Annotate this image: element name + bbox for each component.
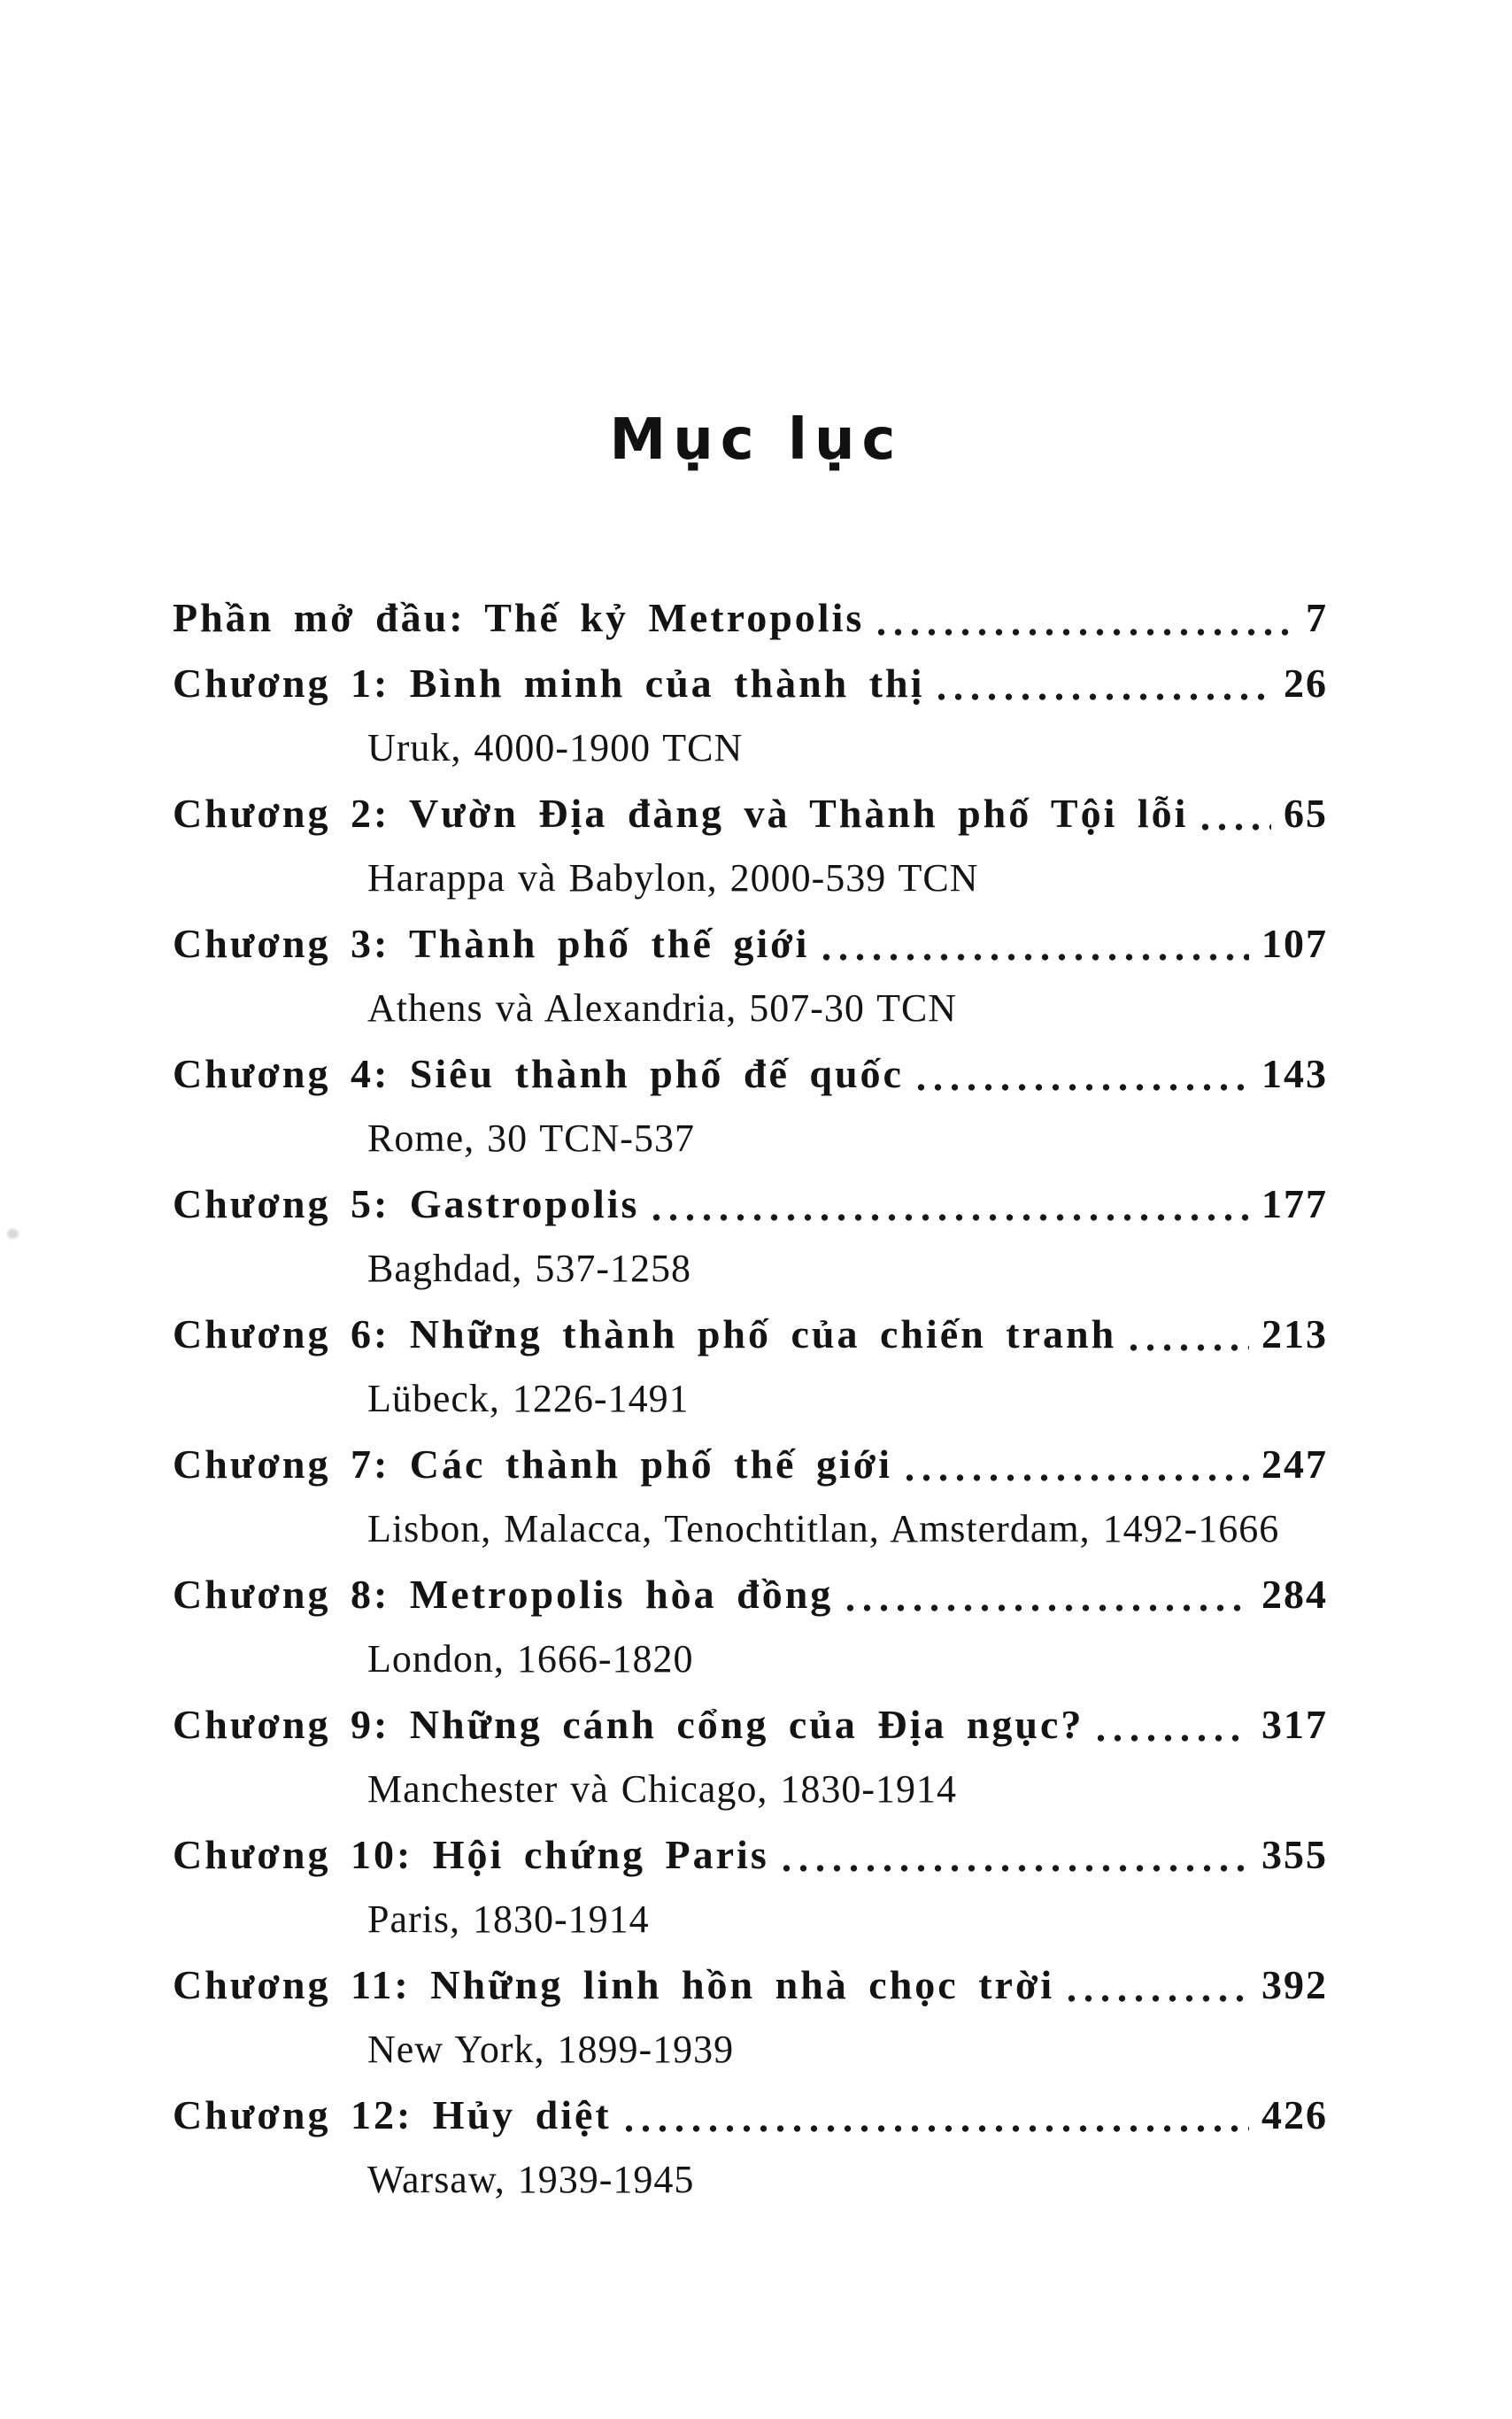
toc-entry [173, 1041, 1328, 1107]
toc-entry [173, 1302, 1328, 1367]
page-number: 247 [1261, 1441, 1328, 1487]
toc-sub-label: Manchester và Chicago, 1830-1914 [367, 1767, 958, 1811]
toc-sub-label: New York, 1899-1939 [367, 2028, 735, 2071]
toc-entry-label: Chương 11: Những linh hồn nhà chọc trời [173, 1961, 1055, 2007]
toc-entry-label: Chương 6: Những thành phố của chiến tranh [173, 1310, 1117, 1356]
dot-leader [778, 1859, 1249, 1877]
toc-sub-label: Lübeck, 1226-1491 [367, 1377, 690, 1420]
toc-sub-entry [173, 715, 1328, 781]
page-number: 7 [1306, 595, 1328, 640]
toc-sub-label: Paris, 1830-1914 [367, 1897, 650, 1941]
toc-entry-label: Chương 4: Siêu thành phố đế quốc [173, 1050, 904, 1096]
dot-leader [873, 623, 1293, 641]
page-number: 177 [1261, 1180, 1328, 1226]
toc-entry-label: Chương 1: Bình minh của thành thị [173, 660, 925, 706]
toc-sub-entry [173, 2017, 1328, 2083]
dot-leader [621, 2120, 1249, 2137]
toc-entry [173, 1822, 1328, 1888]
toc-sub-entry [173, 846, 1328, 911]
toc-entry [173, 1171, 1328, 1237]
toc-sub-label: Warsaw, 1939-1945 [367, 2158, 695, 2201]
toc-sub-entry [173, 2147, 1328, 2213]
page-number: 317 [1261, 1701, 1328, 1747]
toc-sub-label: Harappa và Babylon, 2000-539 TCN [367, 856, 979, 900]
toc-entry [173, 911, 1328, 977]
toc-entry-label: Chương 8: Metropolis hòa đồng [173, 1571, 834, 1617]
toc-sub-entry [173, 1106, 1328, 1171]
page-number: 107 [1261, 920, 1328, 966]
toc-list [173, 585, 1328, 2213]
toc-entry [173, 651, 1328, 716]
toc-entry [173, 2083, 1328, 2148]
toc-entry-label: Chương 12: Hủy diệt [173, 2091, 612, 2137]
page-number: 26 [1284, 660, 1328, 706]
page-number: 284 [1261, 1571, 1328, 1617]
toc-sub-entry [173, 1366, 1328, 1432]
toc-sub-label: Rome, 30 TCN-537 [367, 1117, 695, 1160]
dot-leader [1063, 1990, 1249, 2007]
dot-leader [913, 1078, 1249, 1096]
page-number: 392 [1261, 1961, 1328, 2007]
toc-entry-label: Chương 9: Những cánh cổng của Địa ngục? [173, 1701, 1084, 1747]
toc-entry-label: Chương 5: Gastropolis [173, 1180, 640, 1226]
page-number: 143 [1261, 1050, 1328, 1096]
toc-sub-label: Baghdad, 537-1258 [367, 1247, 692, 1290]
toc-entry [173, 1562, 1328, 1627]
toc-entry [173, 1692, 1328, 1758]
dot-leader [901, 1469, 1249, 1487]
toc-entry-label: Phần mở đầu: Thế kỷ Metropolis [173, 595, 865, 640]
toc-sub-entry [173, 1757, 1328, 1822]
dot-leader [1197, 818, 1271, 836]
toc-entry-label: Chương 10: Hội chứng Paris [173, 1831, 769, 1877]
toc-entry [173, 585, 1328, 651]
page-number: 355 [1261, 1831, 1328, 1877]
toc-sub-entry [173, 1496, 1328, 1562]
dot-leader [1092, 1729, 1249, 1747]
page-number: 213 [1261, 1310, 1328, 1356]
dot-leader [648, 1209, 1249, 1226]
toc-entry-label: Chương 2: Vườn Địa đàng và Thành phố Tội lỗi [173, 790, 1189, 836]
dot-leader [1125, 1339, 1249, 1356]
toc-sub-entry [173, 1627, 1328, 1692]
toc-entry-label: Chương 7: Các thành phố thế giới [173, 1441, 892, 1487]
toc-entry [173, 1432, 1328, 1497]
scan-smudge-artifact [7, 1229, 19, 1239]
page-title: Mục lục [609, 407, 903, 473]
toc-sub-label: Uruk, 4000-1900 TCN [367, 726, 744, 769]
page-number: 65 [1284, 790, 1328, 836]
toc-entry-label: Chương 3: Thành phố thế giới [173, 920, 810, 966]
toc-entry [173, 1952, 1328, 2018]
toc-sub-label: Lisbon, Malacca, Tenochtitlan, Amsterdam, 1492-1666 [367, 1507, 1280, 1550]
dot-leader [933, 688, 1271, 706]
toc-sub-entry [173, 1887, 1328, 1952]
toc-sub-entry [173, 976, 1328, 1041]
page-number: 426 [1261, 2091, 1328, 2137]
dot-leader [842, 1599, 1249, 1617]
toc-sub-entry [173, 1236, 1328, 1302]
toc-sub-label: Athens và Alexandria, 507-30 TCN [367, 986, 958, 1030]
dot-leader [818, 948, 1249, 966]
toc-sub-label: London, 1666-1820 [367, 1637, 694, 1681]
toc-entry [173, 781, 1328, 846]
